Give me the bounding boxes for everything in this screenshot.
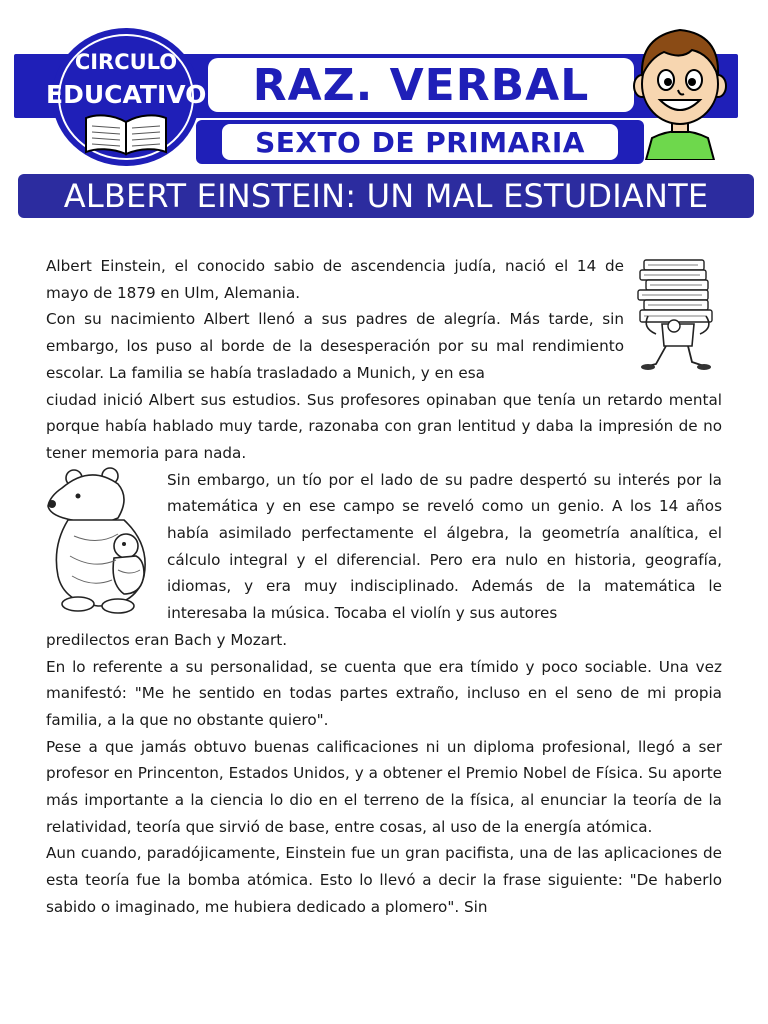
paragraph-6: Aun cuando, paradójicamente, Einstein fue un gran pacifista, una de las aplicaciones de esta teoría fue la bomba atómica. Esto lo llevó a decir la frase siguiente: "De haberlo sabido o imaginado, me hubiera dedicado a plomero". Sin xyxy=(46,844,722,916)
paragraph-4: En lo referente a su personalidad, se cuenta que era tímido y poco sociable. Una vez manifestó: "Me he sentido en todas partes extraño, incluso en el seno de mi propia familia, a la que no obstante quiero". xyxy=(46,657,722,729)
paragraph-3a: Sin embargo, un tío por el lado de su padre despertó su interés por la matemática y en ese campo se reveló como un genio. A los 14 años había asimilado perfectamente el álgebra, la geometría analítica, el cálculo integral y el diferencial. Pero era nulo en historia, geografía, idiomas, y era muy indisciplinado. Además de la matemática le interesaba la música. Tocaba el violín y sus autores xyxy=(167,470,722,623)
header-subtitle-box xyxy=(222,124,618,160)
header-title: RAZ. VERBAL xyxy=(252,59,590,111)
article-body xyxy=(46,253,722,921)
header-subtitle: SEXTO DE PRIMARIA xyxy=(255,125,585,159)
header xyxy=(0,0,768,170)
boy-mascot xyxy=(630,20,730,160)
logo-line2: EDUCATIVO xyxy=(46,80,207,109)
paragraph-5: Pese a que jamás obtuvo buenas calificaciones ni un diploma profesional, llegó a ser profesor en Princenton, Estados Unidos, y a obtener el Premio Nobel de Física. Su aporte más importante a la ciencia lo dio en el terreno de la física, al enunciar la teoría de la relatividad, teoría que sirvió de base, entre cosas, al uso de la energía atómica. xyxy=(46,737,722,836)
paragraph-1: Albert Einstein, el conocido sabio de ascendencia judía, nació el 14 de mayo de 1879 en Ulm, Alemania. xyxy=(46,257,624,302)
page-title: ALBERT EINSTEIN: UN MAL ESTUDIANTE xyxy=(63,177,709,215)
paragraph-3b: predilectos eran Bach y Mozart. xyxy=(46,630,288,649)
page-title-banner xyxy=(18,174,754,218)
circulo-educativo-logo xyxy=(46,28,207,166)
paragraph-2b: ciudad inició Albert sus estudios. Sus profesores opinaban que tenía un retardo mental porque había hablado muy tarde, razonaba con gran lentitud y daba la impresión de no tener memoria para nada. xyxy=(46,390,722,462)
paragraph-2a: Con su nacimiento Albert llenó a sus padres de alegría. Más tarde, sin embargo, los puso al borde de la desesperación por su mal rendimiento escolar. La familia se había trasladado a Munich, y en esa xyxy=(46,310,624,382)
logo-line1: CIRCULO xyxy=(74,50,178,74)
header-title-box xyxy=(208,58,634,112)
open-book-icon xyxy=(82,112,170,156)
